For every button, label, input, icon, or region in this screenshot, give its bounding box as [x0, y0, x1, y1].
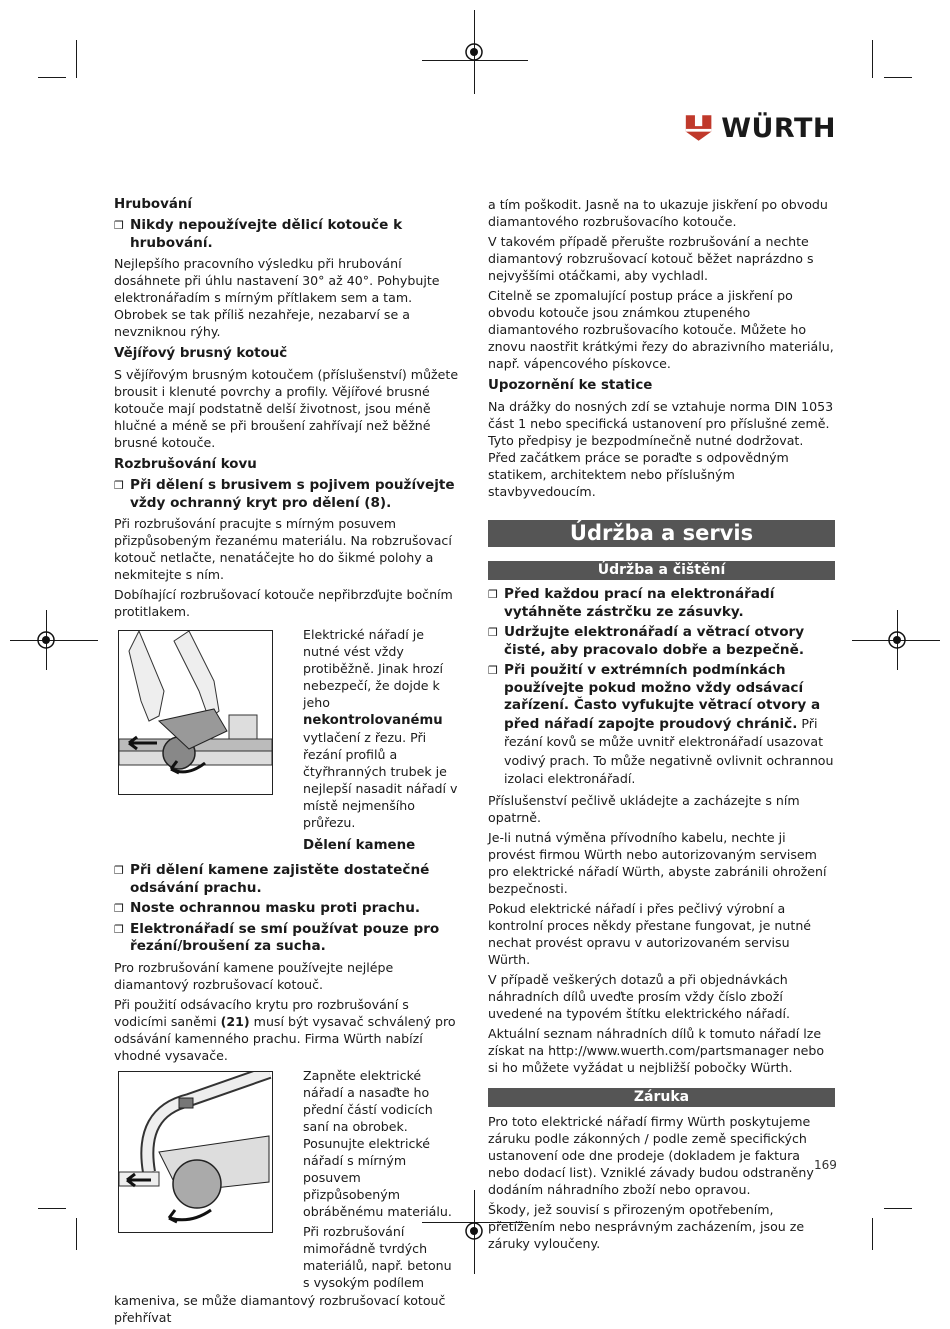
warning-item: ❒ Před každou prací na elektronářadí vytáhněte zástrčku ze zásuvky.: [488, 586, 775, 620]
figure-caption-text: [303, 1067, 459, 1294]
paragraph: Elektrické nářadí je nutné vést vždy protiběžně. Jinak hrozí nebezpečí, že dojde k jeho nekontrolovanému vytlačení z řezu. Při řezání profilů a čtyřhranných trubek je nejlepší nasadit nářadí v místě nejmenšího průřezu.: [303, 627, 458, 830]
checkbox-bullet-icon: ❒: [114, 219, 124, 232]
crop-mark: [76, 1218, 77, 1250]
checkbox-bullet-icon: ❒: [114, 922, 124, 936]
wurth-logo: [684, 112, 836, 144]
paragraph: a tím poškodit. Jasně na to ukazuje jiskření po obvodu diamantového rozbrušovacího kotouče.: [488, 197, 828, 229]
registration-mark: [888, 631, 906, 649]
paragraph: Příslušenství pečlivě ukládejte a zacházejte s ním opatrně.: [488, 792, 800, 825]
warning-item: ❒ Při použití v extrémních podmínkách používejte pokud možno vždy odsávací zařízení. Často vyfukujte větrací otvory a před nářadí zapojte proudový chránič. Při řezání kovů se může uvnitř elektronářadí usazovat vodivý prach. To může negativně ovlivnit ochrannou izolaci elektronářadí.: [488, 662, 835, 789]
paragraph: Aktuální seznam náhradních dílů k tomuto nářadí lze získat na http://www.wuerth.com/partsmanager nebo si ho můžete vyžádat u nejbližší pobočky Würth.: [488, 1025, 825, 1075]
paragraph: S vějířovým brusným kotoučem (příslušenství) můžete brousit i klenuté povrchy a profily. Vějířové brusné kotouče mají podstatně delší životnost, jsou méně hlučné a méně se při broušení zahřívají než běžné brusné kotouče.: [114, 367, 459, 450]
heading-metal-cutting: Rozbrušování kovu: [114, 457, 257, 472]
heading-stone-cutting: Dělení kamene: [303, 838, 416, 853]
paragraph: Nejlepšího pracovního výsledku při hrubování dosáhnete při úhlu nastavení 30° až 40°. Pohybujte elektronářadím s mírným přítlakem sem a tam. Obrobek se tak příliš nezahřeje, nezabarví se a nevzniknou rýhy.: [114, 256, 440, 339]
section-bar-warranty: Záruka: [488, 1088, 835, 1107]
page-number: 169: [814, 1158, 837, 1172]
registration-mark: [465, 1222, 483, 1240]
heading-roughing: Hrubování: [114, 197, 193, 212]
paragraph: Při použití odsávacího krytu pro rozbrušování s vodicími saněmi (21) musí být vysavač schválený pro odsávání kamenného prachu. Firma Würth nabízí vhodné vysavače.: [114, 996, 456, 1063]
crop-mark: [38, 1208, 66, 1209]
paragraph: Je-li nutná výměna přívodního kabelu, nechte ji provést firmou Würth nebo autorizovaným servisem pro elektrické nářadí Würth, abyste zabránili ohrožení bezpečnosti.: [488, 829, 827, 896]
warning-item: ❒ Udržujte elektronářadí a větrací otvory čisté, aby pracovalo dobře a bezpečně.: [488, 624, 805, 658]
checkbox-bullet-icon: ❒: [114, 902, 124, 915]
figure-row: [114, 1067, 459, 1294]
figure-cutting-metal-drawing: [119, 631, 272, 794]
wurth-logo-icon: [684, 112, 713, 144]
paragraph: Pro toto elektrické nářadí firmy Würth poskytujeme záruku podle zákonných / podle země specifických ustanovení ode dne prodeje (dokladem je faktura nebo dodací list). Vzniklé závady budou odstraněny dodáním náhradního zboží nebo opravou.: [488, 1113, 814, 1197]
paragraph: Při rozbrušování pracujte s mírným posuvem přizpůsobeným řezanému materiálu. Na robzrušovací kotouč netlačte, nenatáčejte ho do šikmé polohy a nekmitejte s ním.: [114, 516, 452, 582]
paragraph: Při rozbrušování mimořádně tvrdých materiálů, např. betonu s vysokým podílem: [303, 1223, 452, 1290]
paragraph: Citelně se zpomalující postup práce a jiskření po obvodu kotouče jsou známkou ztupeného diamantového rozbrušovacího kotouče. Můžete ho znovu naostřit krátkými řezy do abrazivního materiálu, např. vápencového pískovce.: [488, 288, 834, 371]
checkbox-bullet-icon: ❒: [488, 588, 498, 601]
crop-mark: [884, 77, 912, 78]
figure-cutting-metal: [118, 630, 273, 795]
heading-static-warning: Upozornění ke statice: [488, 378, 653, 393]
checkbox-bullet-icon: ❒: [114, 864, 124, 877]
registration-mark: [465, 43, 483, 61]
crop-mark: [884, 1208, 912, 1209]
figure-caption-text: [303, 626, 459, 858]
figure-row: [114, 626, 459, 858]
paragraph: V takovém případě přerušte rozbrušování a nechte diamantový robzrušovací kotouč běžet naprázdno s nejvyššími otáčkami, aby vychladl.: [488, 234, 814, 283]
right-column: [488, 196, 835, 1255]
crop-mark: [872, 40, 873, 78]
paragraph: Na drážky do nosných zdí se vztahuje norma DIN 1053 část 1 nebo specifická ustanovení pro příslušné země. Tyto předpisy je bezpodmínečně nutné dodržovat. Před začátkem práce se poraďte s odpovědným statikem, architektem nebo příslušným stavbyvedoucím.: [488, 399, 834, 499]
crop-mark: [872, 1218, 873, 1250]
checkbox-bullet-icon: ❒: [488, 626, 498, 639]
paragraph: V případě veškerých dotazů a při objednávkách náhradních dílů uveďte prosím vždy číslo zboží uvedené na typovém štítku elektrického nářadí.: [488, 971, 790, 1021]
warning-item: ❒ Noste ochrannou masku proti prachu.: [114, 900, 421, 916]
heading-flap-disc: Vějířový brusný kotouč: [114, 346, 288, 361]
warning-item: ❒ Při dělení kamene zajistěte dostatečné odsávání prachu.: [114, 862, 430, 896]
left-column: [114, 196, 459, 1329]
section-bar-maintenance-service: Údržba a servis: [488, 520, 835, 547]
checkbox-bullet-icon: ❒: [488, 664, 498, 677]
section-bar-maintenance-cleaning: Údržba a čištění: [488, 561, 835, 580]
crop-mark: [76, 40, 77, 78]
paragraph: Pokud elektrické nářadí i přes pečlivý výrobní a kontrolní proces někdy přestane fungovat, je nutné nechat provést opravu v autorizovaném servisu Würth.: [488, 900, 812, 967]
registration-mark: [37, 631, 55, 649]
paragraph: Škody, jež souvisí s přirozeným opotřebením, přetížením nebo nesprávným zacházením, jsou ze záruky vyloučeny.: [488, 1201, 805, 1251]
figure-stone-cutting: [118, 1071, 273, 1233]
paragraph: Zapněte elektrické nářadí a nasaďte ho přední částí vodicích saní na obrobek. Posunujte elektrické nářadí s mírným posuvem přizpůsobeným obráběnému materiálu.: [303, 1067, 452, 1219]
wurth-logo-word: WÜRTH: [721, 112, 836, 144]
warning-item: ❒ Při dělení s brusivem s pojivem používejte vždy ochranný kryt pro dělení (8).: [114, 477, 455, 511]
crop-mark: [38, 77, 66, 78]
warning-item: ❒ Elektronářadí se smí používat pouze pro řezání/broušení za sucha.: [114, 920, 440, 954]
figure-stone-cutting-drawing: [119, 1072, 272, 1232]
paragraph: Pro rozbrušování kamene používejte nejlépe diamantový rozbrušovací kotouč.: [114, 959, 394, 992]
paragraph: kameniva, se může diamantový rozbrušovací kotouč přehřívat: [114, 1292, 446, 1325]
checkbox-bullet-icon: ❒: [114, 479, 124, 492]
paragraph: Dobíhající rozbrušovací kotouče nepřibrzďujte bočním protitlakem.: [114, 587, 453, 619]
warning-item: ❒ Nikdy nepoužívejte dělicí kotouče k hrubování.: [114, 217, 403, 251]
